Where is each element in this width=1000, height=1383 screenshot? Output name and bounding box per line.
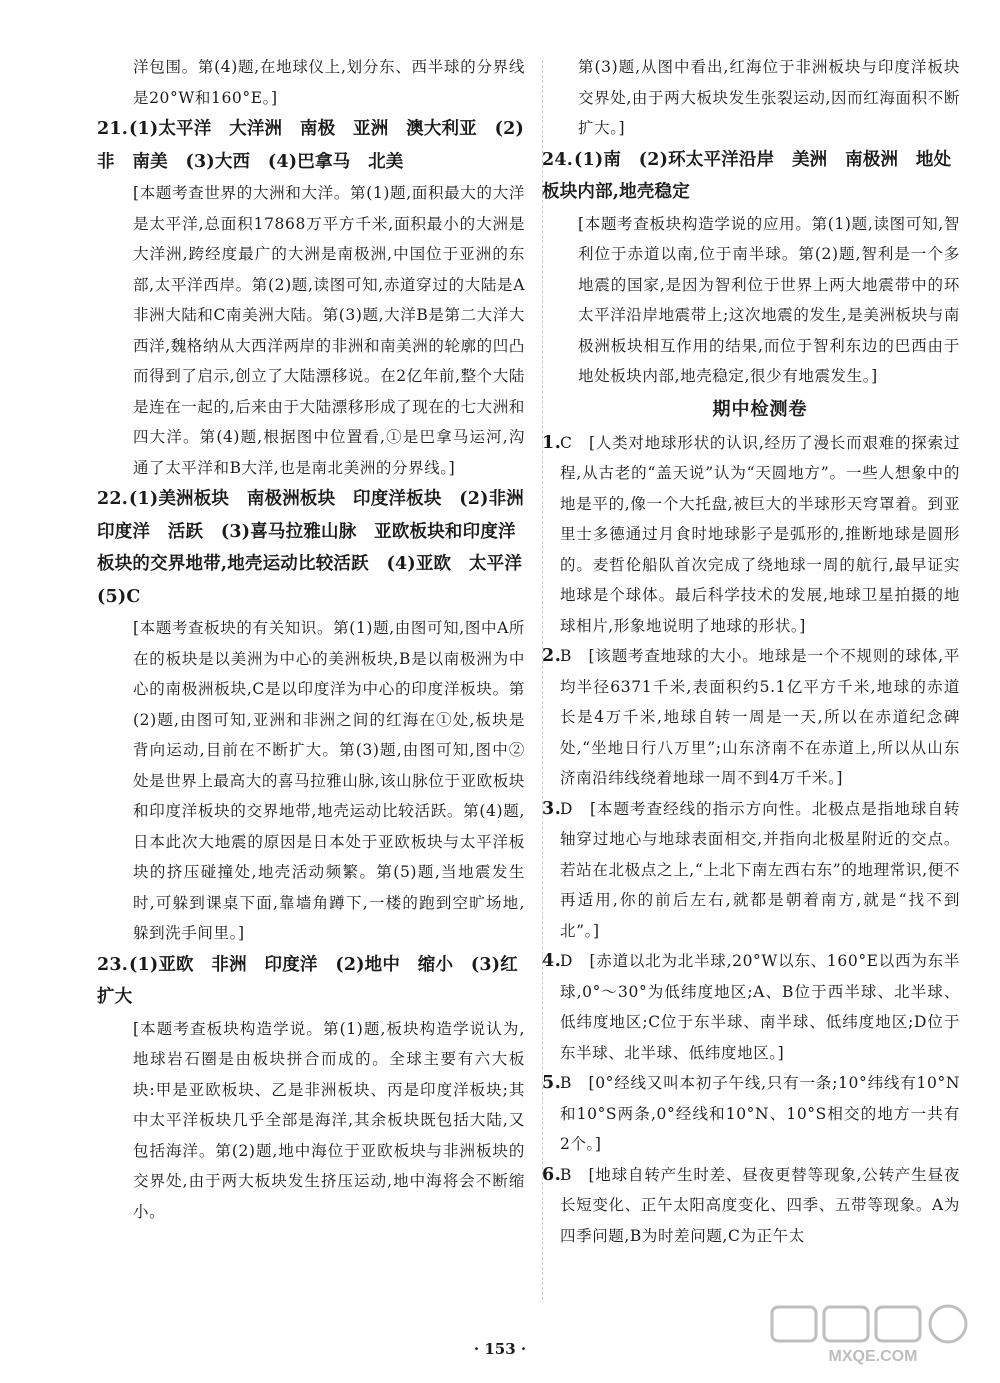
item-text: B [该题考查地球的大小。地球是一个不规则的球体,平均半径6371千米,表面积约5.1亿平方千米,地球的赤道长是4万千米,地球自转一周是一天,所以在赤道纪念碑处,“坐地日行八万里”;山东济南不在赤道上,所以从山东济南沿纬线绕着地球一周不到4万千米。] [560, 647, 960, 787]
answer-line [542, 144, 960, 209]
answer-text: (1)美洲板块 南极洲板块 印度洋板块 (2)非洲 印度洋 活跃 (3)喜马拉雅山脉 亚欧板块和印度洋板块的交界地带,地壳运动比较活跃 (4)亚欧 太平洋 (5)C [97, 489, 542, 607]
item-text: D [赤道以北为北半球,20°W以东、160°E以西为东半球,0°～30°为低纬度地区;A、B位于西半球、北半球、低纬度地区;C位于东半球、南半球、低纬度地区;D位于东半球、北半球、低纬度地区。] [560, 952, 960, 1062]
answer-line [97, 483, 542, 613]
explanation-text: [本题考查板块的有关知识。第(1)题,由图可知,图中A所在的板块是以美洲为中心的美洲板块,B是以南极洲为中心的南极洲板块,C是以印度洋为中心的印度洋板块。第(2)题,由图可知,亚洲和非洲之间的红海在①处,板块是背向运动,目前在不断扩大。第(3)题,由图可知,图中②处是世界上最高大的喜马拉雅山脉,该山脉位于亚欧板块和印度洋板块的交界地带,地壳运动比较活跃。第(4)题,日本此次大地震的原因是日本处于亚欧板块与太平洋板块的挤压碰撞处,地壳活动频繁。第(5)题,当地震发生时,可躲到课桌下面,靠墙角蹲下,一楼的跑到空旷场地,躲到洗手间里。] [133, 619, 525, 942]
answer-line [97, 949, 536, 1014]
mc-item-3 [542, 794, 960, 947]
item-text: D [本题考查经线的指示方向性。北极点是指地球自转轴穿过地心与地球表面相交,并指向北极星附近的交点。若站在北极点之上,“上北下南左西右东”的地理常识,便不再适用,你的前后左右,就都是朝着南方,就是“找不到北”。] [560, 799, 960, 940]
question-22 [97, 483, 542, 949]
answer-text: (1)太平洋 大洋洲 南极 亚洲 澳大利亚 (2)非 南美 (3)大西 (4)巴拿马 北美 [97, 119, 524, 172]
explanation-text: [本题考查世界的大洲和大洋。第(1)题,面积最大的大洋是太平洋,总面积17868万平方千米,面积最小的大洲是大洋洲,跨经度最广的大洲是南极洲,中国位于亚洲的东部,太平洋西岸。第(2)题,读图可知,赤道穿过的大陆是A非洲大陆和C南美洲大陆。第(3)题,大洋B是第二大洋大西洋,魏格纳从大西洋两岸的非洲和南美洲的轮廓的凹凸而得到了启示,创立了大陆漂移说。在2亿年前,整个大陆是连在一起的,后来由于大陆漂移形成了现在的七大洲和四大洋。第(4)题,根据图中位置看,①是巴拿马运河,沟通了太平洋和B大洋,也是南北美洲的分界线。] [133, 184, 525, 477]
question-number: 23. [97, 954, 129, 975]
question-21 [97, 113, 525, 483]
section-title: 期中检测卷 [712, 398, 808, 420]
question-24 [542, 144, 960, 392]
item-number: 4. [542, 951, 562, 971]
item-text: B [地球自转产生时差、昼夜更替等现象,公转产生昼夜长短变化、正午太阳高度变化、四季、五带等现象。A为四季问题,B为时差问题,C为正午太 [560, 1165, 960, 1245]
mc-item-5 [542, 1068, 960, 1160]
answer-text: (1)亚欧 非洲 印度洋 (2)地中 缩小 (3)红 扩大 [97, 954, 536, 1007]
item-number: 6. [542, 1164, 562, 1185]
answer-text: (1)南 (2)环太平洋沿岸 美洲 南极洲 地处板块内部,地壳稳定 [542, 149, 952, 202]
answer-line [97, 113, 525, 178]
mc-item-2 [542, 641, 960, 794]
watermark-text: MXQE.COM [828, 1348, 918, 1365]
left-column [97, 52, 542, 1227]
question-number: 21. [97, 119, 129, 139]
mc-item-1 [542, 428, 960, 642]
item-text: C [人类对地球形状的认识,经历了漫长而艰难的探索过程,从古老的“盖天说”认为“天圆地方”。一些人想象中的地是平的,像一个大托盘,被巨大的半球形天穹罩着。到亚里士多德通过月食时地球影子是弧形的,推断地球是圆形的。麦哲伦船队首次完成了绕地球一周的航行,最早证实地球是个球体。最后科学技术的发展,地球卫星拍摄的地球相片,形象地说明了地球的形状。] [560, 433, 960, 635]
question-number: 22. [97, 489, 129, 509]
question-number: 24. [542, 149, 574, 170]
left-lead-text: 洋包围。第(4)题,在地球仪上,划分东、西半球的分界线是20°W和160°E。] [133, 58, 525, 107]
right-column [542, 52, 960, 1251]
explanation-text: [本题考查板块构造学说的应用。第(1)题,读图可知,智利位于赤道以南,位于南半球。第(2)题,智利是一个多地震的国家,是因为智利位于世界上两大地震带中的环太平洋沿岸地震带上;这次地震的发生,是美洲板块与南极洲板块相互作用的结果,而位于智利东边的巴西由于地处板块内部,地壳稳定,很少有地震发生。] [578, 214, 960, 385]
mc-item-4 [542, 946, 960, 1068]
item-text: B [0°经线又叫本初子午线,只有一条;10°纬线有10°N和10°S两条,0°经线和10°N、10°S相交的地方一共有2个。] [560, 1074, 960, 1153]
item-number: 3. [542, 798, 562, 819]
item-number: 5. [542, 1073, 562, 1093]
mc-item-6 [542, 1160, 960, 1252]
explanation-text: [本题考查板块构造学说。第(1)题,板块构造学说认为,地球岩石圈是由板块拼合而成的。全球主要有六大板块:甲是亚欧板块、乙是非洲板块、丙是印度洋板块;其中太平洋板块几乎全部是海洋,其余板块既包括大陆,又包括海洋。第(2)题,地中海位于亚欧板块与非洲板块的交界处,由于两大板块发生挤压运动,地中海将会不断缩小。 [133, 1019, 525, 1221]
item-number: 2. [542, 646, 562, 666]
question-23 [97, 949, 536, 1228]
page-number: · 153 · [473, 1340, 527, 1358]
item-number: 1. [542, 432, 562, 453]
right-lead-text: 第(3)题,从图中看出,红海位于非洲板块与印度洋板块交界处,由于两大板块发生张裂运动,因而红海面积不断扩大。] [578, 58, 960, 137]
watermark-logo [768, 1303, 978, 1365]
